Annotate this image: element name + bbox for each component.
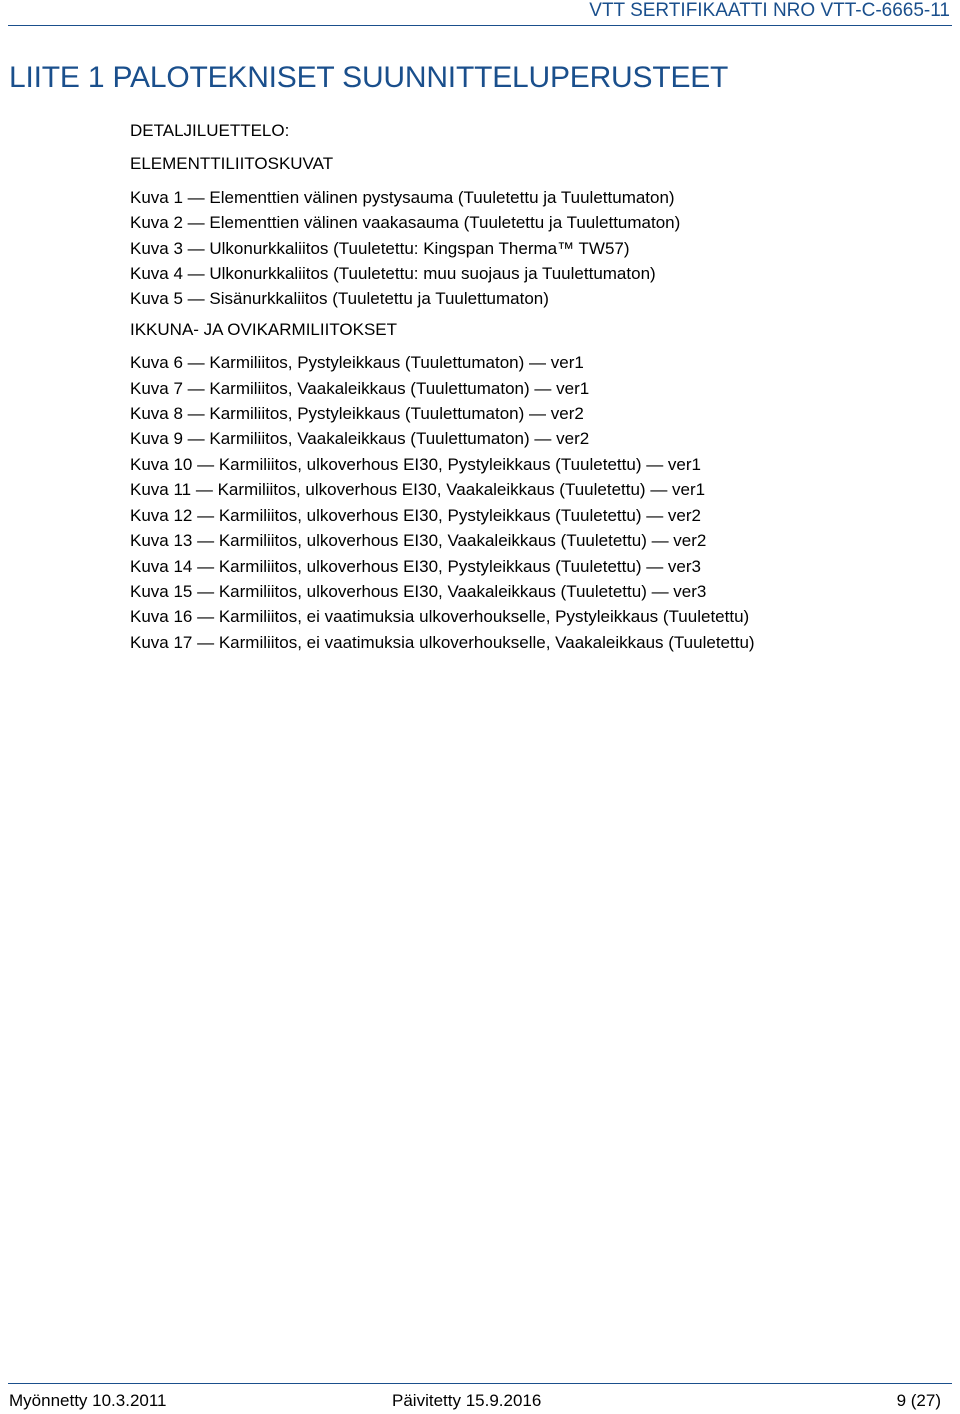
element-section-heading: ELEMENTTILIITOSKUVAT [130,154,334,174]
list-item: Kuva 7 — Karmiliitos, Vaakaleikkaus (Tuulettumaton) — ver1 [130,378,590,398]
document-body [130,118,950,655]
page-number: 9 (27) [896,1391,941,1410]
list-item: Kuva 17 — Karmiliitos, ei vaatimuksia ulkoverhoukselle, Vaakaleikkaus (Tuuletettu) [130,632,755,652]
list-item: Kuva 2 — Elementtien välinen vaakasauma (Tuuletettu ja Tuulettumaton) [130,213,681,233]
page-title: LIITE 1 PALOTEKNISET SUUNNITTELUPERUSTEET [9,61,729,94]
element-figure-list [130,185,950,312]
window-figure-list [130,350,950,655]
list-item: Kuva 13 — Karmiliitos, ulkoverhous EI30, Vaakaleikkaus (Tuuletettu) — ver2 [130,531,707,551]
list-item: Kuva 9 — Karmiliitos, Vaakaleikkaus (Tuulettumaton) — ver2 [130,429,590,449]
list-item: Kuva 6 — Karmiliitos, Pystyleikkaus (Tuulettumaton) — ver1 [130,353,584,373]
header-divider [8,25,952,26]
issued-date: Myönnetty 10.3.2011 [9,1391,167,1410]
list-item: Kuva 12 — Karmiliitos, ulkoverhous EI30, Pystyleikkaus (Tuuletettu) — ver2 [130,505,701,525]
updated-date: Päivitetty 15.9.2016 [392,1391,542,1410]
list-item: Kuva 11 — Karmiliitos, ulkoverhous EI30, Vaakaleikkaus (Tuuletettu) — ver1 [130,480,706,500]
list-item: Kuva 3 — Ulkonurkkaliitos (Tuuletettu: Kingspan Therma™ TW57) [130,238,630,258]
list-item: Kuva 14 — Karmiliitos, ulkoverhous EI30, Pystyleikkaus (Tuuletettu) — ver3 [130,556,701,576]
list-item: Kuva 4 — Ulkonurkkaliitos (Tuuletettu: muu suojaus ja Tuulettumaton) [130,264,656,284]
certificate-reference: VTT SERTIFIKAATTI NRO VTT-C-6665-11 [589,0,950,21]
list-item: Kuva 8 — Karmiliitos, Pystyleikkaus (Tuulettumaton) — ver2 [130,404,584,424]
footer-divider [8,1383,952,1384]
list-item: Kuva 1 — Elementtien välinen pystysauma (Tuuletettu ja Tuulettumaton) [130,187,675,207]
window-section-heading: IKKUNA- JA OVIKARMILIITOKSET [130,319,398,339]
list-item: Kuva 15 — Karmiliitos, ulkoverhous EI30, Vaakaleikkaus (Tuuletettu) — ver3 [130,581,707,601]
list-item: Kuva 10 — Karmiliitos, ulkoverhous EI30, Pystyleikkaus (Tuuletettu) — ver1 [130,454,701,474]
list-item: Kuva 5 — Sisänurkkaliitos (Tuuletettu ja Tuulettumaton) [130,289,549,309]
list-item: Kuva 16 — Karmiliitos, ei vaatimuksia ulkoverhoukselle, Pystyleikkaus (Tuuletettu) [130,607,750,627]
detail-list-label: DETALJILUETTELO: [130,121,290,140]
